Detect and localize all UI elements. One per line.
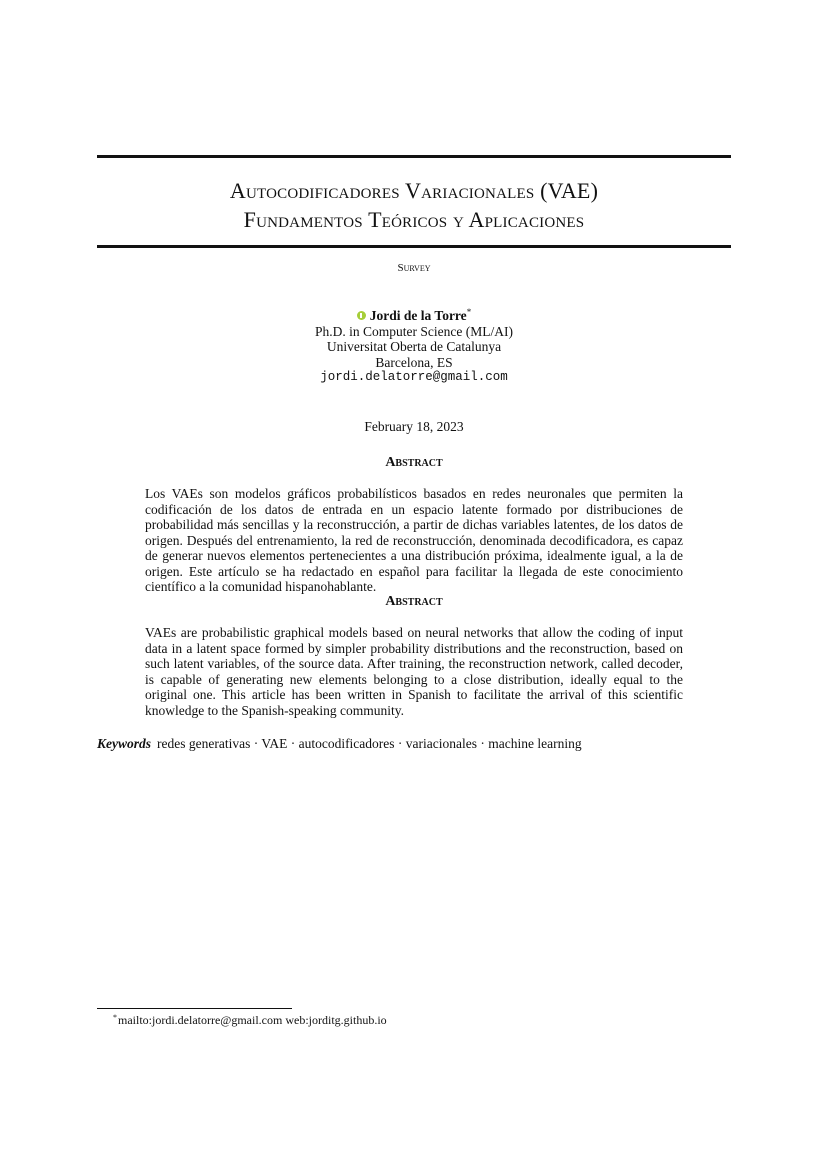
abstract-en-heading: Abstract bbox=[385, 594, 443, 609]
author-block bbox=[97, 305, 731, 386]
paper-title bbox=[97, 176, 731, 234]
abstract-en-text: VAEs are probabilistic graphical models based on neural networks that allow the coding of input data in a latent space formed by simpler probability distributions and the reconstruction, based on such latent variables, of the source data. After training, the reconstruction network, called decoder, is capable of generating new elements belonging to a close distribution, ideally equal to the original one. This article has been written in Spanish to facilitate the arrival of this scientific knowledge to the Spanish-speaking community. bbox=[145, 625, 683, 718]
author-name: Jordi de la Torre bbox=[369, 308, 467, 323]
paper-type-label: Survey bbox=[397, 262, 431, 274]
footnote-rule bbox=[97, 1008, 292, 1009]
keywords-label: Keywords bbox=[97, 736, 151, 751]
footnote-text[interactable]: mailto:jordi.delatorre@gmail.com web:jorditg.github.io bbox=[118, 1013, 387, 1027]
title-line-1: Autocodificadores Variacionales (VAE) bbox=[229, 178, 599, 203]
author-affiliation-university: Universitat Oberta de Catalunya bbox=[326, 339, 502, 354]
author-affiliation-degree: Ph.D. in Computer Science (ML/AI) bbox=[315, 323, 513, 339]
title-bottom-rule bbox=[97, 245, 731, 248]
title-top-rule bbox=[97, 155, 731, 158]
title-line-2: Fundamentos Teóricos y Aplicaciones bbox=[243, 207, 585, 232]
abstract-es-heading: Abstract bbox=[385, 455, 443, 470]
abstract-es-text: Los VAEs son modelos gráficos probabilísticos basados en redes neuronales que permiten la codificación de los datos de entrada en un espacio latente formado por distribuciones de probabilidad más sencillas y la reconstrucción, a partir de dichas variables latentes, de los datos de origen. Después del entrenamiento, la red de reconstrucción, denominada decodificadora, es capaz de generar nuevos elementos pertenecientes a una distribución próxima, idealmente igual, a la de origen. Este artículo se ha redactado en español para facilitar la llegada de este conocimiento científico a la comunidad hispanohablante. bbox=[145, 486, 683, 594]
orcid-icon[interactable] bbox=[357, 311, 366, 320]
author-email[interactable]: jordi.delatorre@gmail.com bbox=[320, 370, 508, 384]
keywords-line bbox=[97, 736, 582, 752]
paper-date: February 18, 2023 bbox=[364, 419, 464, 434]
author-location: Barcelona, ES bbox=[375, 354, 453, 370]
author-footnote-marker: * bbox=[466, 307, 472, 317]
footnote-marker: * bbox=[113, 1013, 117, 1022]
keywords-list: redes generativas · VAE · autocodificadores · variacionales · machine learning bbox=[157, 736, 582, 751]
footnote bbox=[113, 1013, 387, 1028]
